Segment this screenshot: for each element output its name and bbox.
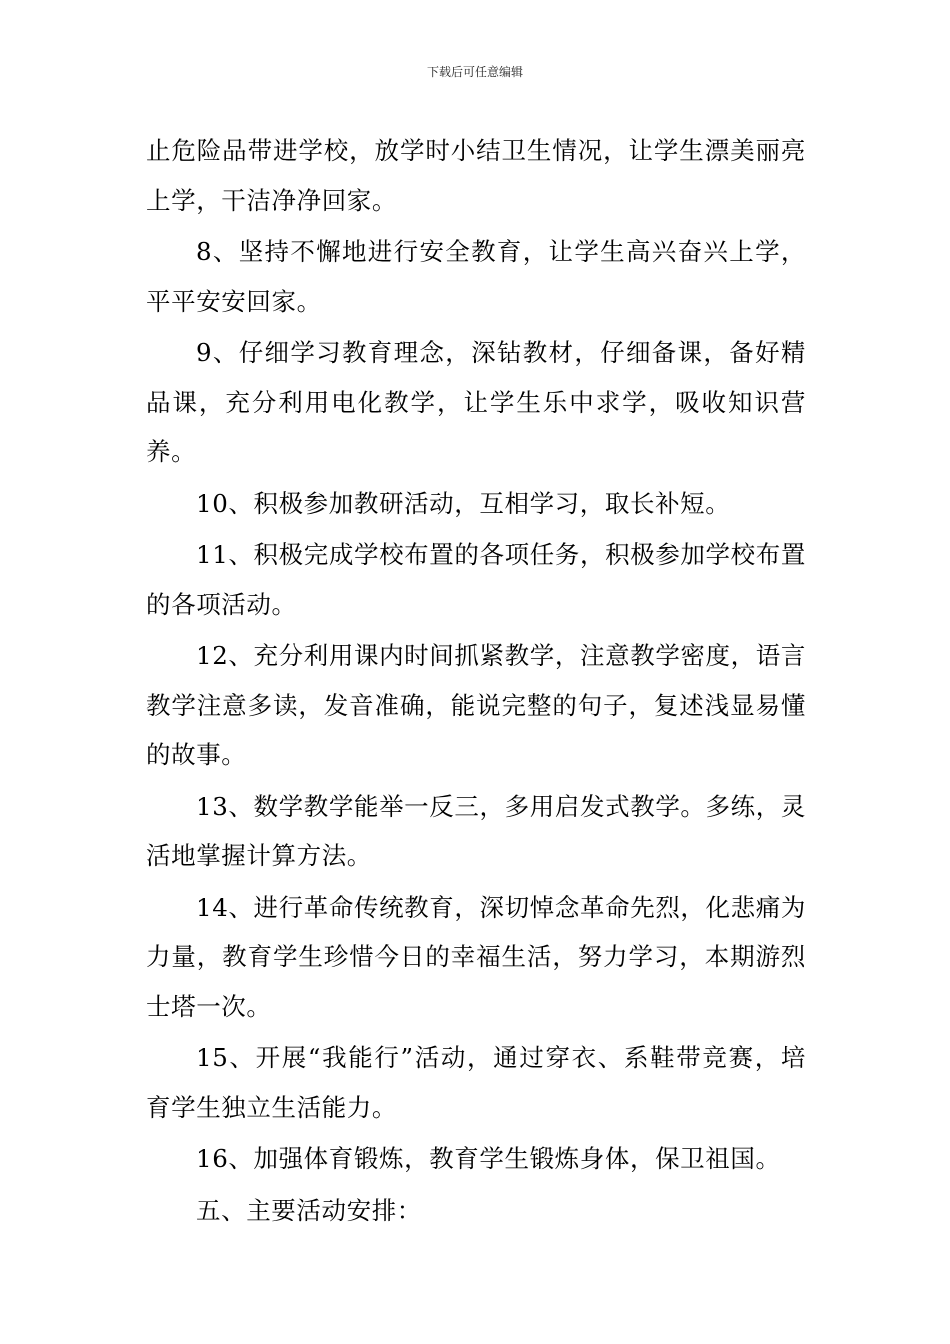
document-body	[146, 126, 806, 1237]
paragraph-item-16: 16、加强体育锻炼，教育学生锻炼身体，保卫祖国。	[196, 1144, 781, 1173]
paragraph-item-11: 11、积极完成学校布置的各项任务，积极参加学校布置的各项活动。	[146, 540, 806, 619]
paragraph-item-15: 15、开展“我能行”活动，通过穿衣、系鞋带竞赛，培育学生独立生活能力。	[146, 1043, 806, 1122]
paragraph-item-14: 14、进行革命传统教育，深切悼念革命先烈，化悲痛为力量，教育学生珍惜今日的幸福生活，努力学习，本期游烈士塔一次。	[146, 892, 806, 1021]
paragraph-continuation: 止危险品带进学校，放学时小结卫生情况，让学生漂美丽亮上学，干洁净净回家。	[146, 136, 806, 215]
paragraph-item-9: 9、仔细学习教育理念，深钻教材，仔细备课，备好精品课，充分利用电化教学，让学生乐中求学，吸收知识营养。	[146, 338, 806, 466]
page-header: 下载后可任意编辑	[426, 65, 523, 79]
paragraph-item-8: 8、坚持不懈地进行安全教育，让学生高兴奋兴上学，平平安安回家。	[146, 237, 806, 316]
paragraph-item-10: 10、积极参加教研活动，互相学习，取长补短。	[196, 488, 731, 518]
paragraph-item-12: 12、充分利用课内时间抓紧教学，注意教学密度，语言教学注意多读，发音准确，能说完整的句子，复述浅显易懂的故事。	[146, 641, 806, 769]
section-heading-activities: 五、主要活动安排：	[196, 1195, 422, 1225]
paragraph-item-13: 13、数学教学能举一反三，多用启发式教学。多练，灵活地掌握计算方法。	[146, 791, 806, 870]
